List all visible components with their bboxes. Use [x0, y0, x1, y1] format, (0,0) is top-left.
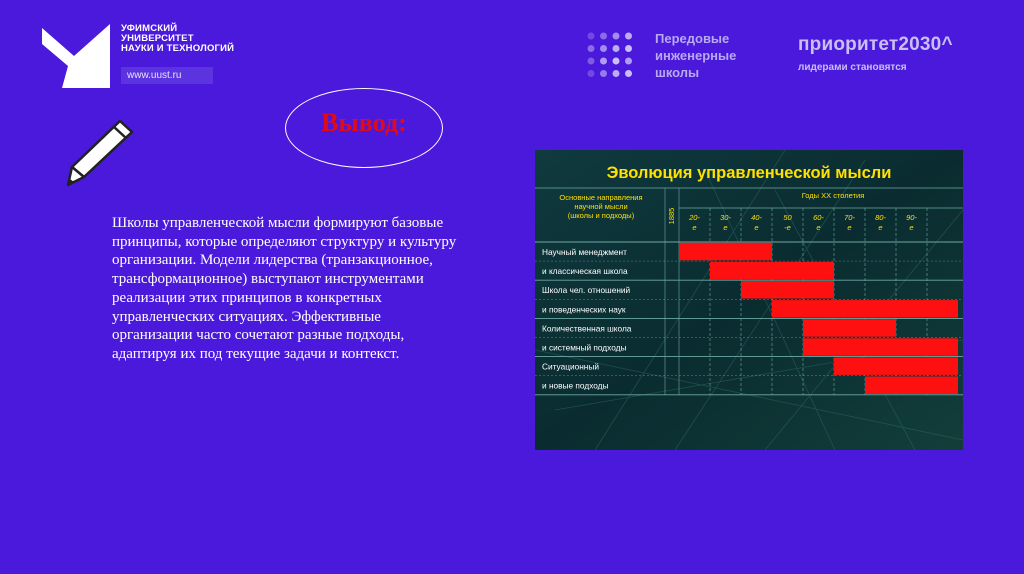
row-label: Ситуационный [542, 361, 599, 372]
dot [600, 58, 607, 65]
management-thought-chart [535, 150, 963, 450]
gantt-bar [741, 281, 834, 299]
university-name [121, 24, 234, 54]
column-label: 60- [813, 213, 824, 222]
column-label: 80- [875, 213, 886, 222]
column-label: 50 [783, 213, 792, 222]
dot [588, 58, 595, 65]
row-label: и системный подходы [542, 342, 627, 353]
column-label: 90- [906, 213, 917, 222]
header-left-line: научной мысли [574, 202, 628, 211]
gantt-bar [710, 262, 834, 280]
dot [600, 33, 607, 40]
engineering-schools-line: Передовые [655, 31, 730, 46]
dot [625, 45, 632, 52]
header-right-label: Годы XX столетия [801, 191, 865, 200]
column-label: е [723, 223, 728, 232]
header-left-line: Основные направления [559, 193, 643, 202]
row-label: Научный менеджмент [542, 246, 627, 257]
dot [625, 58, 632, 65]
column-label: е [692, 223, 697, 232]
gantt-bar [803, 338, 958, 356]
dot [588, 45, 595, 52]
dot [600, 45, 607, 52]
dot [588, 33, 595, 40]
gantt-bar [772, 300, 958, 318]
dot [588, 70, 595, 77]
dot [613, 58, 620, 65]
dot [625, 33, 632, 40]
gantt-bar [803, 319, 896, 337]
column-label: 30- [720, 213, 731, 222]
engineering-schools-line: инженерные [655, 48, 737, 63]
dot [600, 70, 607, 77]
engineering-schools-title [655, 30, 736, 81]
gantt-bar [865, 377, 958, 395]
column-label: е [909, 223, 914, 232]
column-label: е [878, 223, 883, 232]
priority-2030-slogan: лидерами становятся [798, 62, 907, 73]
dot [613, 33, 620, 40]
dot [613, 70, 620, 77]
university-name-line: УФИМСКИЙ [121, 23, 178, 34]
column-label: 1885 [667, 207, 676, 225]
column-label: -е [784, 223, 791, 232]
slide-heading: Вывод: [321, 108, 407, 137]
university-name-line: УНИВЕРСИТЕТ [121, 33, 194, 44]
slide-body-text: Школы управленческой мысли формируют базовые принципы, которые определяют структуру и культуру организации. Модели лидерства (транзакционное, трансформационное) выступают инструментами реализации этих принципов в конкретных управленческих ситуациях. Эффективные организации часто сочетают разные подходы, адаптируя их под текущие задачи и контекст. [112, 215, 457, 362]
gantt-bar [834, 357, 958, 375]
column-label: е [847, 223, 852, 232]
university-url: www.uust.ru [121, 67, 213, 84]
row-label: Школа чел. отношений [542, 285, 631, 296]
column-label: е [816, 223, 821, 232]
chart-title: Эволюция управленческой мысли [606, 164, 892, 182]
university-logo [40, 22, 112, 88]
row-label: и новые подходы [542, 380, 609, 391]
dot [625, 70, 632, 77]
dot [613, 45, 620, 52]
row-label: и классическая школа [542, 266, 628, 277]
row-label: и поведенческих наук [542, 304, 626, 315]
priority-2030-logo: приоритет2030^ [798, 34, 953, 55]
column-label: 20- [689, 213, 700, 222]
column-label: е [754, 223, 759, 232]
engineering-schools-logo [585, 30, 635, 80]
engineering-schools-line: школы [655, 65, 700, 80]
university-name-line: НАУКИ И ТЕХНОЛОГИЙ [121, 43, 235, 54]
pencil-icon [62, 115, 142, 187]
header-left-line: (школы и подходы) [567, 211, 635, 220]
column-label: 70- [844, 213, 855, 222]
row-label: Количественная школа [542, 323, 632, 334]
column-label: 40- [751, 213, 762, 222]
gantt-bar [679, 243, 772, 260]
